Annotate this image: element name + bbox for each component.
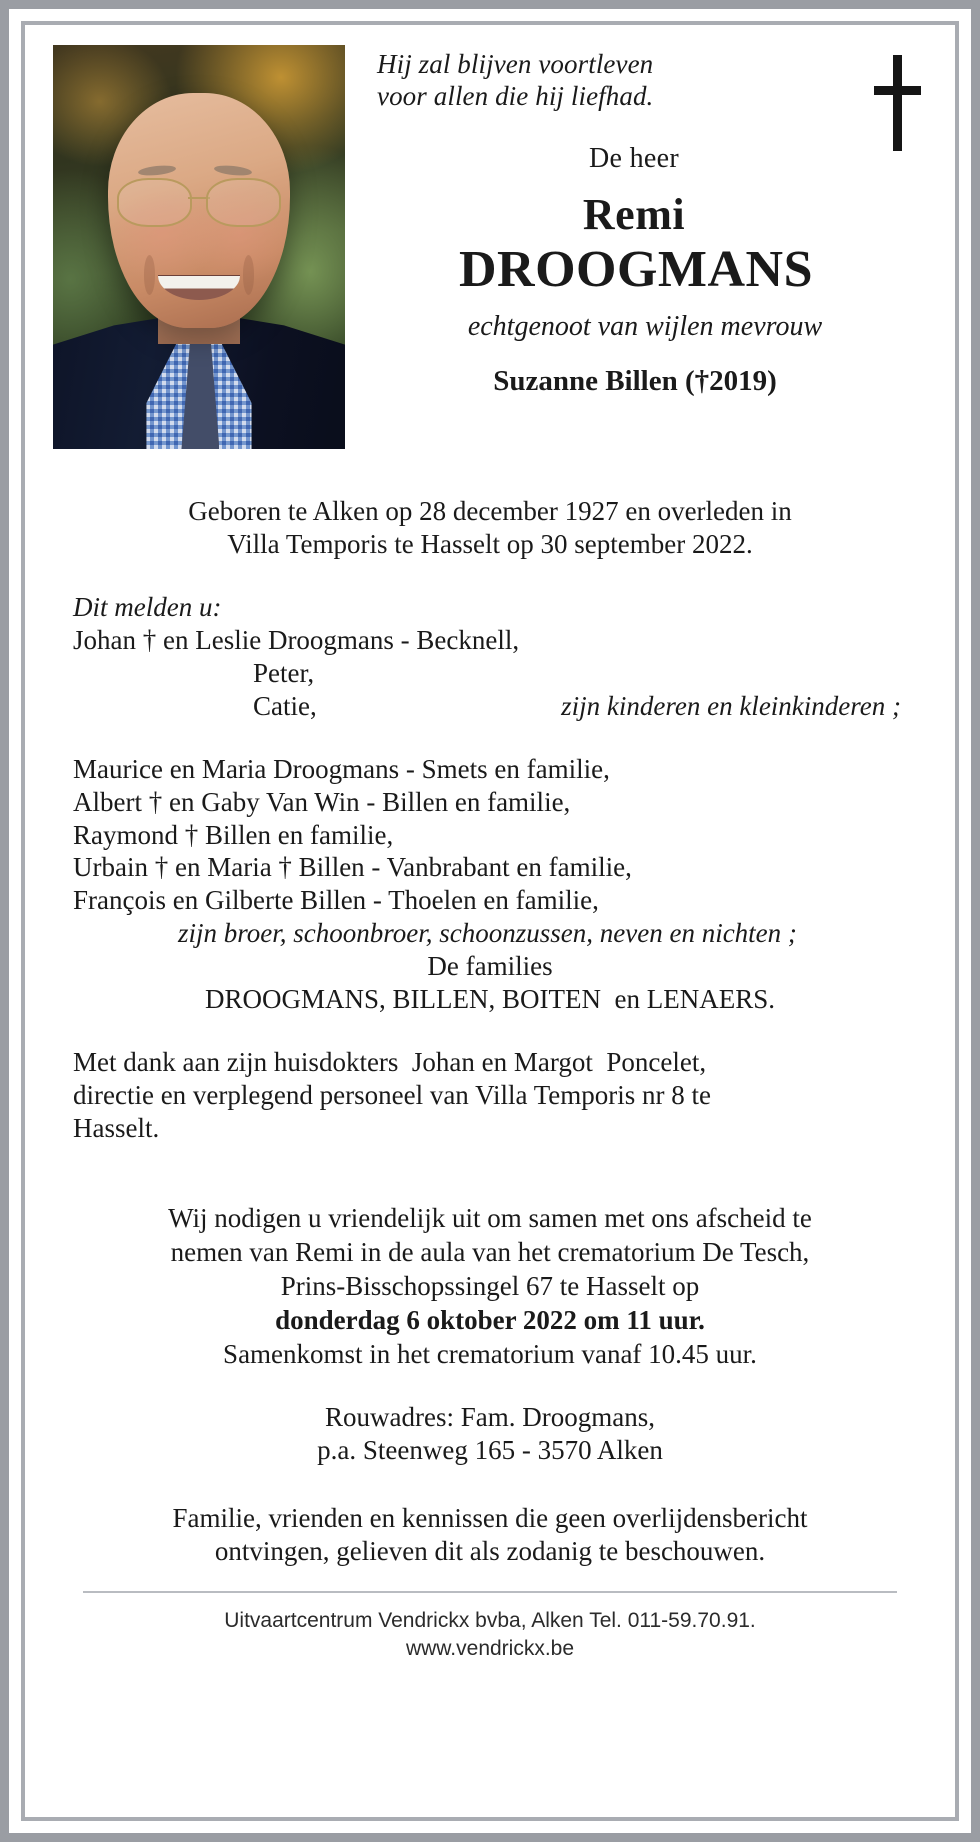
glasses-lens-left (117, 178, 191, 226)
mourning-address-line-1: Rouwadres: Fam. Droogmans, (325, 1402, 655, 1433)
child-line-2: Peter, (253, 657, 315, 688)
ceremony-line-2: nemen van Remi in de aula van het crematorium De Tesch, (170, 1236, 810, 1267)
thanks-line-1: Met dank aan zijn huisdokters Johan en Margot Poncelet, (73, 1047, 707, 1078)
body-zone (53, 495, 927, 1662)
ceremony-block (73, 1201, 907, 1371)
ceremony-line-3: Prins-Bisschopssingel 67 te Hasselt op (280, 1270, 700, 1301)
children-relation: zijn kinderen en kleinkinderen ; (561, 690, 901, 721)
thanks-line-2: directie en verplegend personeel van Villa Temporis nr 8 te (73, 1080, 712, 1111)
quote-line-1: Hij zal blijven voortleven (377, 49, 654, 79)
announcement-block (73, 591, 907, 723)
relative-line-1: Maurice en Maria Droogmans - Smets en familie, (73, 753, 610, 784)
ceremony-gathering: Samenkomst in het crematorium vanaf 10.45 uur. (223, 1339, 757, 1369)
relative-line-3: Raymond † Billen en familie, (73, 819, 394, 850)
portrait-photo (53, 45, 345, 449)
glasses-lens-right (206, 178, 280, 226)
relative-line-2: Albert † en Gaby Van Win - Billen en familie, (73, 786, 571, 817)
announcement-intro: Dit melden u: (73, 591, 222, 622)
cross-vertical-bar (893, 55, 902, 151)
footer-line-2: www.vendrickx.be (405, 1636, 575, 1660)
latin-cross-icon (873, 55, 921, 151)
thanks-block (73, 1046, 907, 1145)
child-line-3: Catie, (253, 690, 317, 721)
families-names: DROOGMANS, BILLEN, BOITEN en LENAERS. (205, 984, 775, 1015)
birth-death-info (73, 495, 907, 561)
ceremony-line-1: Wij nodigen u vriendelijk uit om samen met ons afscheid te (168, 1202, 812, 1233)
footer-divider (83, 1591, 897, 1593)
relative-line-4: Urbain † en Maria † Billen - Vanbrabant en familie, (73, 852, 632, 883)
mourning-address-line-2: p.a. Steenweg 165 - 3570 Alken (317, 1435, 663, 1466)
relatives-block (73, 753, 907, 1017)
closing-line-1: Familie, vrienden en kennissen die geen overlijdensbericht (172, 1502, 808, 1533)
glasses-icon (117, 178, 281, 222)
deceased-first-name: Remi (582, 189, 686, 239)
families-label: De families (427, 951, 553, 982)
footer-line-1: Uitvaartcentrum Vendrickx bvba, Alken Tel. 011-59.70.91. (224, 1608, 756, 1632)
ceremony-datetime: donderdag 6 oktober 2022 om 11 uur. (275, 1304, 705, 1335)
relatives-relation: zijn broer, schoonbroer, schoonzussen, neven en nichten ; (178, 918, 797, 949)
deceased-last-name: DROOGMANS (458, 240, 814, 298)
children-relation-row (73, 690, 907, 723)
mourning-address-block (73, 1401, 907, 1468)
spouse-name: Suzanne Billen (†2019) (493, 365, 777, 398)
relative-line-5: François en Gilberte Billen - Thoelen en familie, (73, 885, 599, 916)
child-line-1: Johan † en Leslie Droogmans - Becknell, (73, 624, 520, 655)
headline-zone (345, 45, 927, 398)
thanks-line-3: Hasselt. (73, 1113, 160, 1143)
salutation: De heer (589, 142, 679, 174)
header-zone (53, 45, 927, 477)
birth-death-line-1: Geboren te Alken op 28 december 1927 en overleden in (188, 496, 792, 526)
closing-note (73, 1502, 907, 1569)
spouse-intro: echtgenoot van wijlen mevrouw (467, 311, 823, 343)
quote-line-2: voor allen die hij liefhad. (377, 80, 654, 111)
funeral-home-footer (73, 1607, 907, 1662)
memorial-quote (371, 49, 927, 113)
cross-horizontal-bar (874, 86, 921, 95)
memorial-card (21, 21, 959, 1821)
birth-death-line-2: Villa Temporis te Hasselt op 30 september 2022. (227, 528, 753, 559)
closing-line-2: ontvingen, gelieven dit als zodanig te beschouwen. (214, 1536, 766, 1567)
